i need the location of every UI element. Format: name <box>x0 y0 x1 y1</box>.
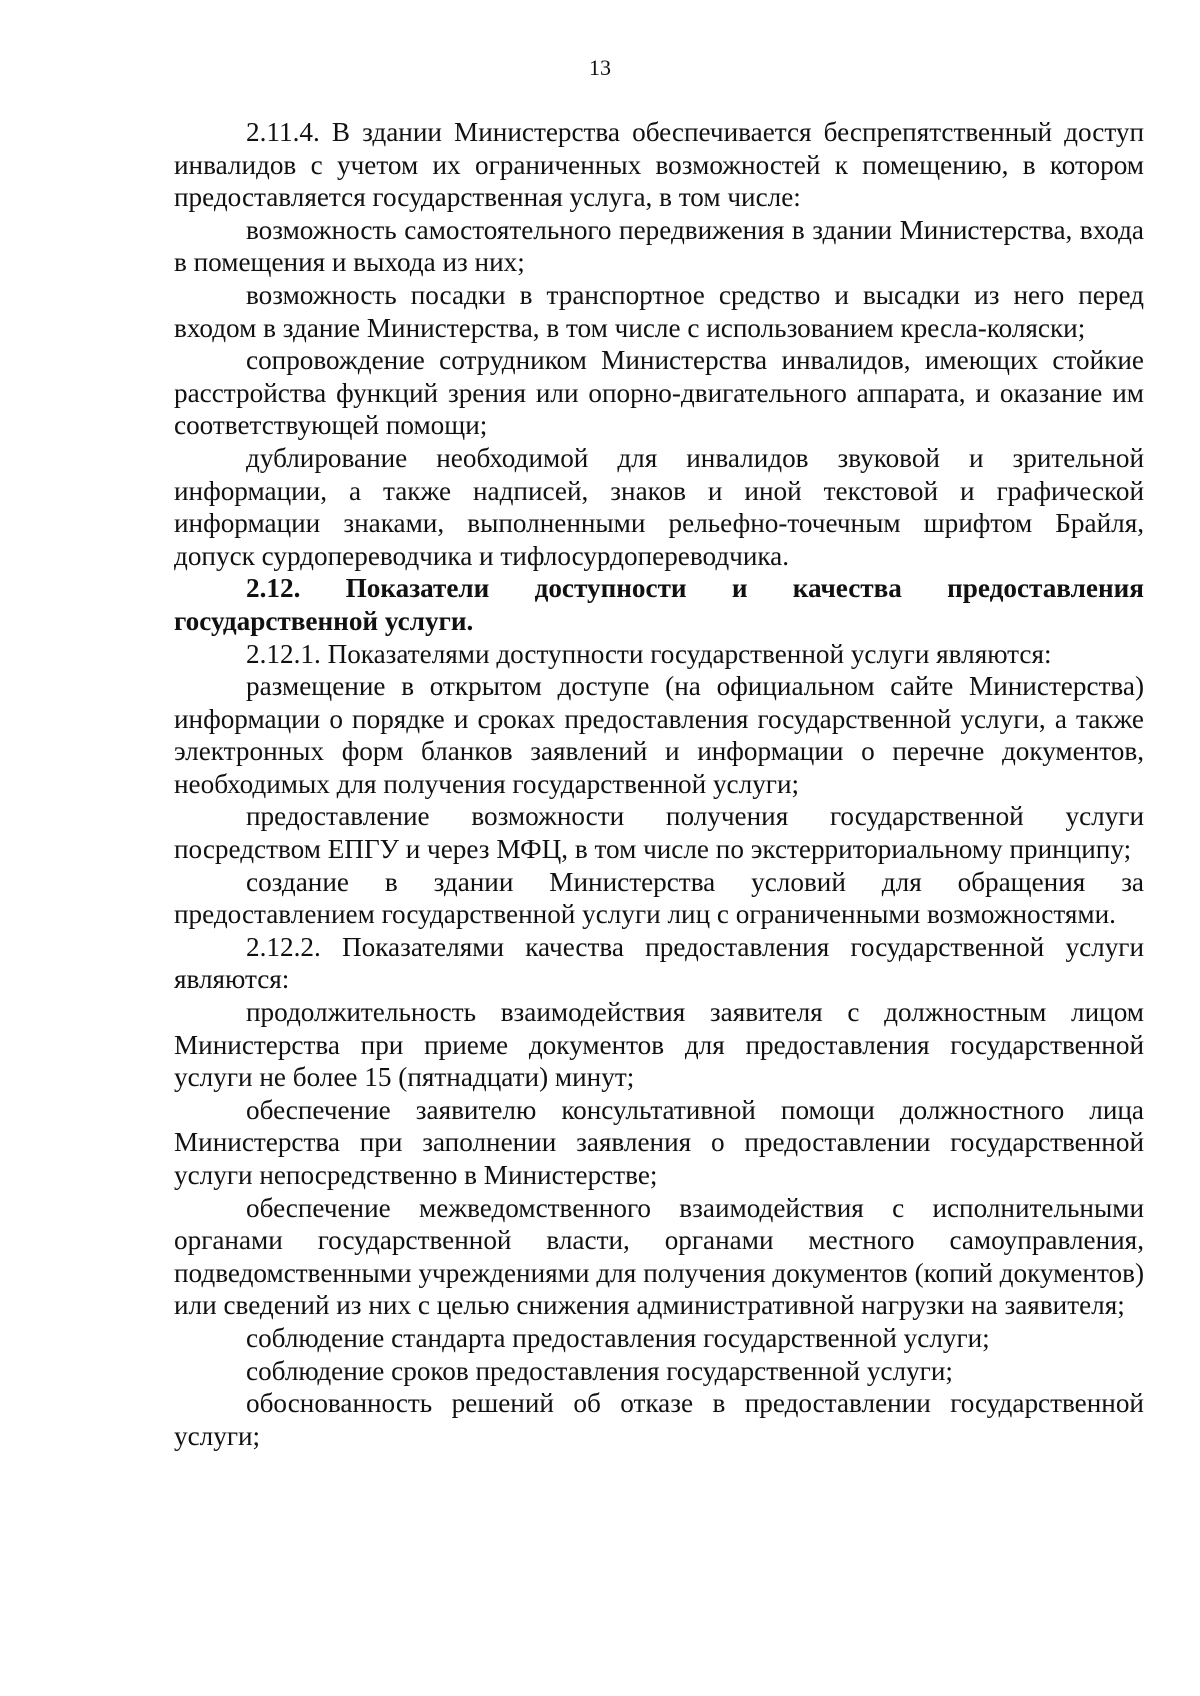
paragraph-2-12-1: 2.12.1. Показателями доступности государственной услуги являются: <box>246 638 1052 669</box>
paragraph-consultation: обеспечение заявителю консультативной помощи должностного лица Министерства при заполнении заявления о предоставлении государственной услуги непосредственно в Министерстве; <box>174 1094 1144 1190</box>
paragraph-2-11-4: 2.11.4. В здании Министерства обеспечивается беспрепятственный доступ инвалидов с учетом их ограниченных возможностей к помещению, в котором предоставляется государственная услуга, в том числе: <box>174 117 1144 213</box>
paragraph-standard-compliance: соблюдение стандарта предоставления государственной услуги; <box>246 1322 990 1353</box>
paragraph-vehicle-boarding: возможность посадки в транспортное средство и высадки из него перед входом в здание Министерства, в том числе с использованием кресла-коляски; <box>174 279 1144 343</box>
paragraph-2-12-2: 2.12.2. Показателями качества предоставления государственной услуги являются: <box>174 931 1144 995</box>
paragraph-escort: сопровождение сотрудником Министерства инвалидов, имеющих стойкие расстройства функций зрения или опорно-двигательного аппарата, и оказание им соответствующей помощи; <box>174 345 1144 441</box>
paragraph-conditions: создание в здании Министерства условий для обращения за предоставлением государственной услуги лиц с ограниченными возможностями. <box>174 866 1144 930</box>
paragraph-epgu-mfc: предоставление возможности получения государственной услуги посредством ЕПГУ и через МФЦ, в том числе по экстерриториальному принципу; <box>174 801 1144 865</box>
document-body <box>174 116 1144 1452</box>
section-heading-2-12: 2.12. Показатели доступности и качества предоставления государственной услуги. <box>174 573 1144 636</box>
paragraph-information-duplication: дублирование необходимой для инвалидов звуковой и зрительной информации, а также надписей, знаков и иной текстовой и графической информации знаками, выполненными рельефно-точечным шрифтом Брайля, допуск сурдопереводчика и тифлосурдопереводчика. <box>174 442 1144 571</box>
paragraph-interaction-duration: продолжительность взаимодействия заявителя с должностным лицом Министерства при приеме документов для предоставления государственной услуги не более 15 (пятнадцати) минут; <box>174 997 1144 1093</box>
paragraph-independent-movement: возможность самостоятельного передвижения в здании Министерства, входа в помещения и выхода из них; <box>174 214 1144 278</box>
paragraph-interagency: обеспечение межведомственного взаимодействия с исполнительными органами государственной власти, органами местного самоуправления, подведомственными учреждениями для получения документов (копий документов) или сведений из них с целью снижения административной нагрузки на заявителя; <box>174 1192 1144 1321</box>
page-number: 13 <box>589 55 611 80</box>
paragraph-deadlines-compliance: соблюдение сроков предоставления государственной услуги; <box>246 1355 953 1386</box>
paragraph-refusal-validity: обоснованность решений об отказе в предоставлении государственной услуги; <box>174 1388 1144 1451</box>
paragraph-open-access: размещение в открытом доступе (на официальном сайте Министерства) информации о порядке и сроках предоставления государственной услуги, а также электронных форм бланков заявлений и информации о перечне документов, необходимых для получения государственной услуги; <box>174 671 1144 799</box>
